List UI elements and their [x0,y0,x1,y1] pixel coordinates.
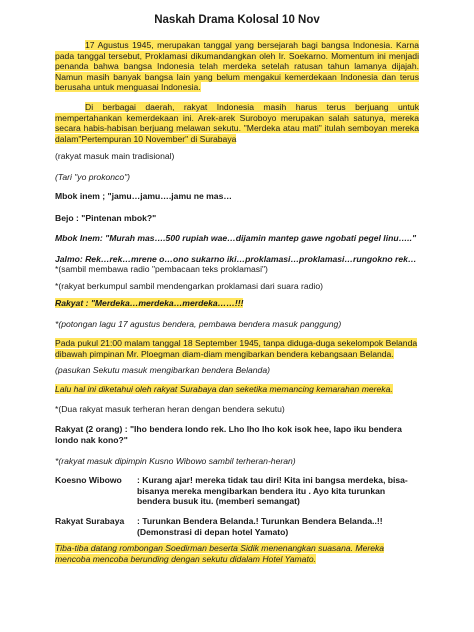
dialogue-rakyat-surabaya [55,516,419,537]
stage-direction: (pasukan Sekutu masuk mengibarkan bendera Belanda) [55,365,270,375]
intro-paragraph-1 [55,40,419,93]
stage-direction: *(rakyat masuk dipimpin Kusno Wibowo sambil terheran-heran) [55,456,296,466]
narration-3-text: Tiba-tiba datang rombongan Soedirman beserta Sidik menenangkan suasana. Mereka mencoba mencoba berunding dengan sekutu didalam Hotel Yamato. [55,543,385,564]
stage-direction: *(Dua rakyat masuk terheran heran dengan bendera sekutu) [55,404,285,414]
stage-direction: (rakyat masuk main tradisional) [55,151,175,161]
narration-2 [55,384,419,395]
dialogue-rakyat-text: Rakyat : "Merdeka…merdeka…merdeka……!!! [55,298,244,308]
narration-1-text: Pada pukul 21:00 malam tanggal 18 September 1945, tanpa diduga-duga sekelompok Belanda dibawah pimpinan Mr. Ploegman diam-diam mengibarkan bendera kebangsaan Belanda. [55,338,418,359]
speaker-name: Rakyat Surabaya [55,516,125,526]
dialogue-rakyat-2: Rakyat (2 orang) : "Iho bendera londo rek. Lho lho lho kok isok hee, lapo iku bendera londo nak kono?" [55,424,402,445]
dialogue-jalmo: Jalmo: Rek…rek…mrene o…ono sukarno iki…proklamasi…proklamasi…rungokno rek… [55,254,417,264]
narration-3 [55,543,419,564]
dialogue-mbok-inem: Mbok inem ; "jamu…jamu….jamu ne mas… [55,191,232,201]
intro-paragraph-1-text: 17 Agustus 1945, merupakan tanggal yang bersejarah bagi bangsa Indonesia. Karna pada tanggal tersebut, Proklamasi dikumandangkan oleh Ir. Soekarno. Momentum ini menjadi penanda bahwa bangsa Indonesia telah merdeka setelah ratusan tahun lamanya dijajah. Namun masih banyak bangsa lain yang belum mengakui kemerdekaan Indonesia dan terus berusaha untuk menguasai Indonesia. [55,40,419,93]
dialogue-rakyat [55,298,419,309]
document-title: Naskah Drama Kolosal 10 Nov [154,14,320,26]
speaker-line: : Kurang ajar! mereka tidak tau diri! Kita ini bangsa merdeka, bisa-bisanya mereka mengibarkan bendera itu . Ayo kita turunkan bendera busuk itu. (memberi semangat) [137,475,408,507]
stage-direction: (Tari "yo prokonco") [55,172,131,182]
stage-direction: *(potongan lagu 17 agustus bendera, pembawa bendera masuk panggung) [55,319,342,329]
dialogue-bejo: Bejo : "Pintenan mbok?" [55,213,157,223]
narration-1 [55,338,419,359]
narration-2-text: Lalu hal ini diketahui oleh rakyat Surabaya dan seketika memancing kemarahan mereka. [55,384,393,394]
speaker-line: : Turunkan Bendera Belanda.! Turunkan Bendera Belanda..!! (Demonstrasi di depan hotel Yamato) [137,516,383,537]
intro-paragraph-2-text: Di berbagai daerah, rakyat Indonesia masih harus terus berjuang untuk mempertahankan kemerdekaan ini. Arek-arek Suroboyo merupakan salah satunya, mereka secara habis-habisan berjuang melawan sekutu. "Merdeka atau mati" itulah semboyan mereka dalam"Pertempuran 10 November" di Surabaya [55,102,419,144]
speaker-name: Koesno Wibowo [55,475,122,485]
intro-paragraph-2 [55,102,419,144]
dialogue-koesno-wibowo [55,475,419,507]
stage-direction: *(sambil membawa radio "pembacaan teks proklamasi") [55,264,268,274]
dialogue-mbok-inem-2: Mbok Inem: "Murah mas….500 rupiah wae…dijamin mantep gawe ngobati pegel linu….." [55,233,417,243]
stage-direction: *(rakyat berkumpul sambil mendengarkan proklamasi dari suara radio) [55,281,323,291]
